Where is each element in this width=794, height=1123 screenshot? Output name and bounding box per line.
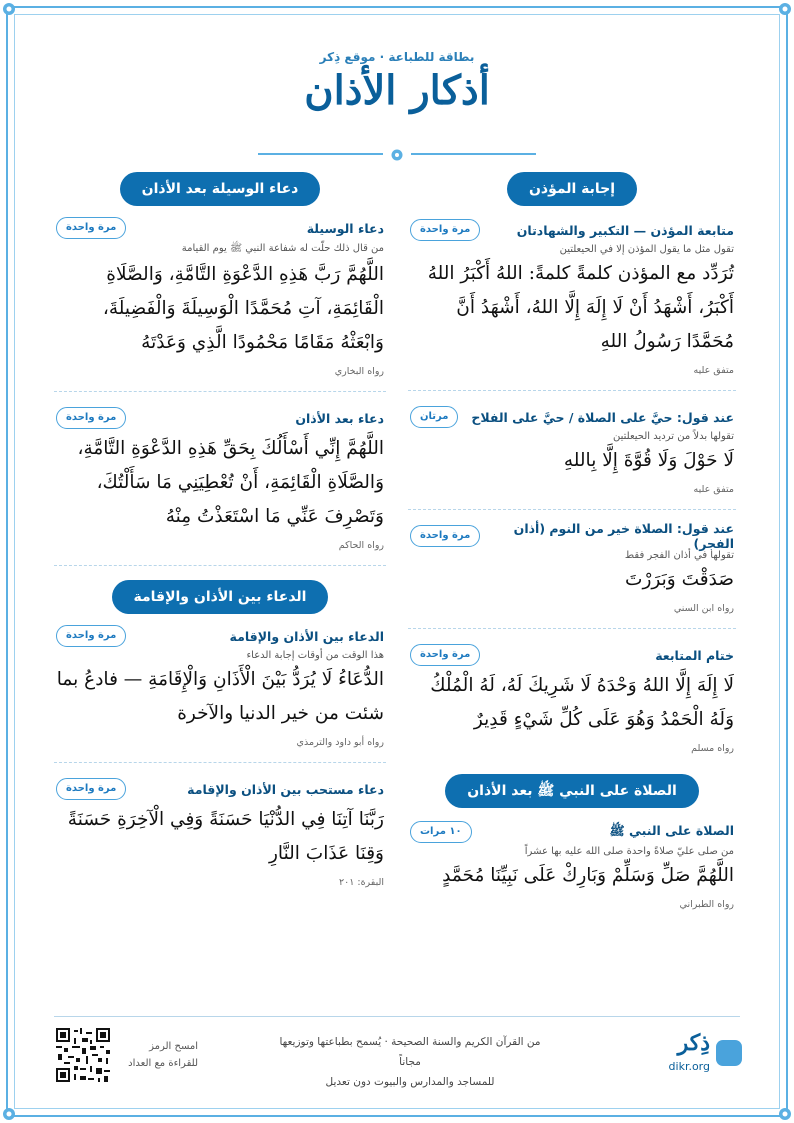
page-title: أذكار الأذان	[304, 67, 490, 114]
dhikr-entry	[54, 406, 386, 551]
section-heading: الدعاء بين الأذان والإقامة	[112, 580, 329, 614]
dhikr-text: اللَّهُمَّ رَبَّ هَذِهِ الدَّعْوَةِ التَّامَّةِ، وَالصَّلَاةِ الْقَائِمَةِ، آتِ مُحَمَّدًا الْوَسِيلَةَ وَالْفَضِيلَةَ، وَابْعَثْهُ مَقَامًا مَحْمُودًا الَّذِي وَعَدْتَهُ	[102, 264, 384, 353]
dhikr-entry	[54, 624, 386, 748]
dhikr-entry	[408, 218, 736, 376]
footer-line-1: من القرآن الكريم والسنة الصحيحة · يُسمح بطباعتها وتوزيعها مجاناً	[279, 1036, 541, 1068]
entry-divider	[408, 628, 736, 629]
dhikr-entry	[408, 405, 736, 495]
entry-source: البقرة: ٢٠١	[339, 877, 384, 888]
corner-flower-icon	[777, 1106, 793, 1122]
repeat-badge: مرة واحدة	[410, 219, 480, 241]
corner-flower-icon	[1, 1106, 17, 1122]
entry-note: تقول مثل ما يقول المؤذن إلا في الحيعلتين	[559, 244, 734, 255]
page-header	[0, 50, 794, 116]
repeat-badge: مرة واحدة	[56, 778, 126, 800]
dhikr-entry	[408, 643, 736, 754]
entry-source: رواه الطبراني	[679, 899, 734, 910]
footer-text	[270, 1032, 550, 1092]
right-column	[408, 172, 736, 910]
entry-title: متابعة المؤذن — التكبير والشهادتان	[516, 222, 734, 238]
dhikr-entry	[408, 521, 736, 614]
entry-note: تقولها في أذان الفجر فقط	[624, 550, 734, 561]
entry-title: الصلاة على النبي ﷺ	[609, 822, 734, 838]
entry-divider	[408, 509, 736, 510]
entry-source: رواه أبو داود والترمذي	[296, 737, 384, 748]
dhikr-text: الدُّعَاءُ لَا يُرَدُّ بَيْنَ الْأَذَانِ وَالْإِقَامَةِ — فادعُ بما شئت من خير الدنيا والآخرة	[56, 669, 384, 724]
dikr-logo-icon	[716, 1040, 742, 1066]
repeat-badge: مرتان	[410, 406, 458, 428]
logo-url[interactable]: dikr.org	[668, 1060, 710, 1073]
entry-title: عند قول: حيَّ على الصلاة / حيَّ على الفلاح	[471, 409, 734, 425]
entry-source: رواه ابن السني	[673, 603, 734, 614]
entry-note: من صلى عليّ صلاةً واحدة صلى الله عليه بها عشراً	[524, 846, 734, 857]
dhikr-entry	[408, 820, 736, 910]
corner-flower-icon	[1, 1, 17, 17]
entry-source: رواه مسلم	[691, 743, 734, 754]
dhikr-text: صَدَقْتَ وَبَرَرْتَ	[625, 569, 734, 590]
dhikr-text: لَا إِلَهَ إِلَّا اللهُ وَحْدَهُ لَا شَرِيكَ لَهُ، لَهُ الْمُلْكُ وَلَهُ الْحَمْدُ وَهُوَ عَلَى كُلِّ شَيْءٍ قَدِيرٌ	[430, 675, 734, 730]
dhikr-text: اللَّهُمَّ صَلِّ وَسَلِّمْ وَبَارِكْ عَلَى نَبِيِّنَا مُحَمَّدٍ	[442, 865, 734, 886]
footer-line-2: للمساجد والمدارس والبيوت دون تعديل	[325, 1076, 495, 1088]
entry-title: دعاء بعد الأذان	[295, 410, 384, 426]
qr-code-icon[interactable]	[54, 1026, 112, 1084]
qr-caption	[118, 1038, 198, 1072]
repeat-badge: مرة واحدة	[410, 525, 480, 547]
entry-source: رواه الحاكم	[338, 540, 384, 551]
title-divider	[258, 147, 536, 161]
page-subtitle: بطاقة للطباعة · موقع ذِكر	[319, 50, 475, 64]
entry-divider	[408, 390, 736, 391]
entry-source: رواه البخاري	[334, 366, 384, 377]
section-heading: دعاء الوسيلة بعد الأذان	[120, 172, 321, 206]
entry-note: هذا الوقت من أوقات إجابة الدعاء	[246, 650, 384, 661]
dhikr-entry	[54, 777, 386, 888]
repeat-badge: ١٠ مرات	[410, 821, 472, 843]
repeat-badge: مرة واحدة	[56, 625, 126, 647]
dhikr-text: اللَّهُمَّ إِنِّي أَسْأَلُكَ بِحَقِّ هَذِهِ الدَّعْوَةِ التَّامَّةِ، وَالصَّلَاةِ الْقَائِمَةِ، أَنْ تُعْطِيَنِي مَا سَأَلْتُكَ، وَتَصْرِفَ عَنِّي مَا اسْتَعَذْتُ مِنْهُ	[77, 438, 384, 527]
site-logo[interactable]	[660, 1028, 742, 1078]
divider-flower-icon	[390, 147, 404, 161]
entry-title: ختام المتابعة	[655, 647, 734, 663]
entry-divider	[54, 762, 386, 763]
entry-divider	[54, 565, 386, 566]
footer-divider	[54, 1016, 740, 1017]
dhikr-text: تُرَدِّد مع المؤذن كلمةً كلمةً: اللهُ أَكْبَرُ اللهُ أَكْبَرُ، أَشْهَدُ أَنْ لَا إِلَهَ إِلَّا اللهُ، أَشْهَدُ أَنَّ مُحَمَّدًا رَسُولُ اللهِ	[427, 263, 734, 352]
repeat-badge: مرة واحدة	[56, 217, 126, 239]
entry-note: تقولها بدلاً من ترديد الحيعلتين	[613, 431, 734, 442]
repeat-badge: مرة واحدة	[56, 407, 126, 429]
corner-flower-icon	[777, 1, 793, 17]
qr-line-1: امسح الرمز	[149, 1041, 198, 1052]
entry-source: متفق عليه	[693, 365, 734, 376]
entry-title: عند قول: الصلاة خير من النوم (أذان الفجر)	[513, 521, 734, 551]
dhikr-text: رَبَّنَا آتِنَا فِي الدُّنْيَا حَسَنَةً وَفِي الْآخِرَةِ حَسَنَةً وَقِنَا عَذَابَ النَّارِ	[67, 809, 384, 864]
section-heading: الصلاة على النبي ﷺ بعد الأذان	[445, 774, 699, 808]
repeat-badge: مرة واحدة	[410, 644, 480, 666]
entry-title: دعاء مستحب بين الأذان والإقامة	[187, 781, 384, 797]
dhikr-text: لَا حَوْلَ وَلَا قُوَّةَ إِلَّا بِاللهِ	[563, 450, 734, 471]
left-column	[54, 172, 386, 888]
qr-line-2: للقراءة مع العداد	[128, 1058, 198, 1069]
entry-source: متفق عليه	[693, 484, 734, 495]
dhikr-entry	[54, 216, 386, 377]
entry-divider	[54, 391, 386, 392]
logo-name: ذِكر	[677, 1030, 710, 1056]
section-heading: إجابة المؤذن	[507, 172, 637, 206]
entry-title: دعاء الوسيلة	[306, 220, 384, 236]
entry-title: الدعاء بين الأذان والإقامة	[229, 628, 384, 644]
entry-note: من قال ذلك حلّت له شفاعة النبي ﷺ يوم القيامة	[181, 243, 384, 254]
